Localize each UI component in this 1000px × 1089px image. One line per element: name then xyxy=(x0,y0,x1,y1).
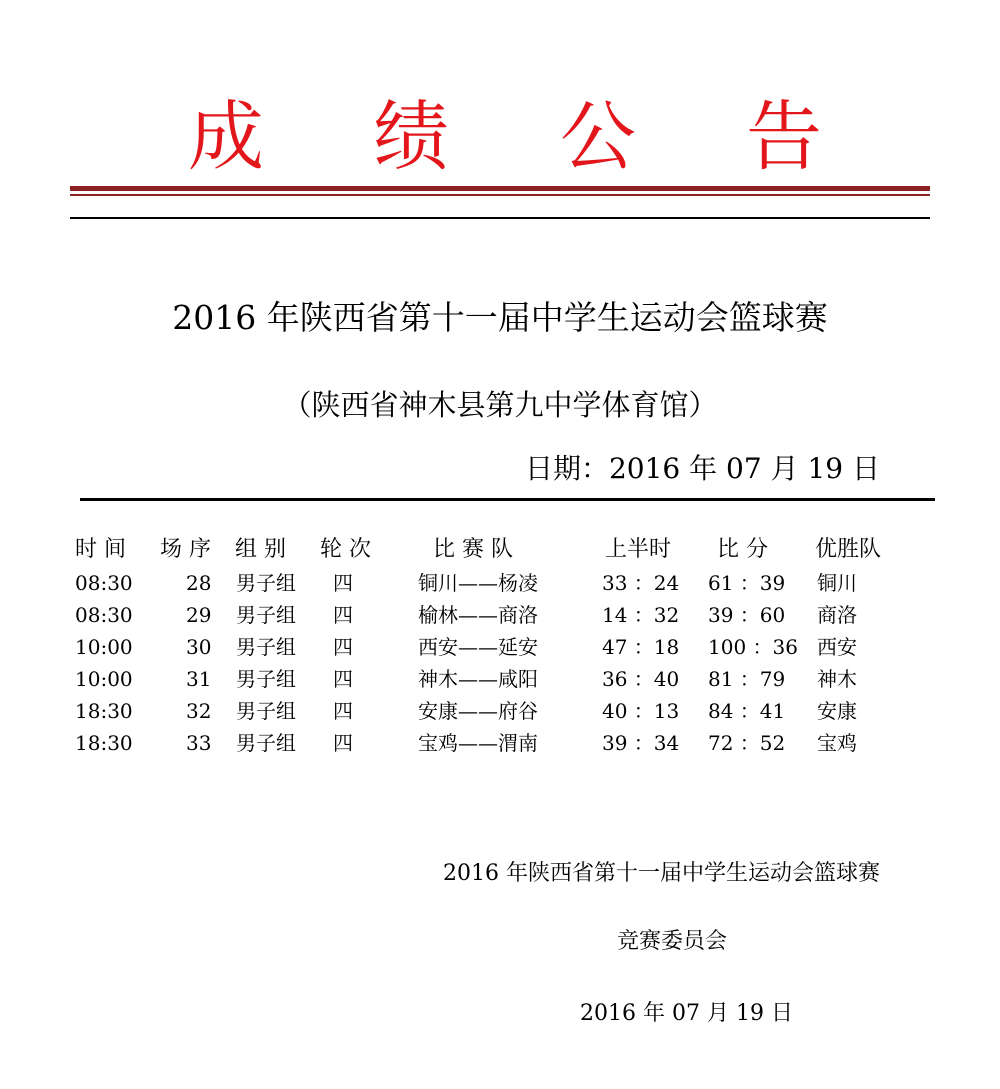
cell-round: 四 xyxy=(333,667,353,691)
cell-round: 四 xyxy=(333,603,353,627)
header-divider-thin xyxy=(70,194,930,196)
banner-char: 公 xyxy=(560,92,636,181)
cell-teams: 西安——延安 xyxy=(418,635,538,659)
table-row xyxy=(0,599,1000,631)
cell-half: 36 ：40 xyxy=(602,667,680,691)
cell-winner: 宝鸡 xyxy=(817,731,857,755)
cell-seq: 30 xyxy=(186,635,212,659)
cell-group: 男子组 xyxy=(236,635,296,659)
cell-time: 08:30 xyxy=(75,603,133,627)
table-row xyxy=(0,567,1000,599)
cell-seq: 31 xyxy=(186,667,212,691)
table-row xyxy=(0,663,1000,695)
document-title: 2016 年陕西省第十一届中学生运动会篮球赛 xyxy=(172,298,828,337)
cell-score: 39 ：60 xyxy=(708,603,786,627)
header-score: 比 分 xyxy=(717,537,768,562)
cell-teams: 神木——咸阳 xyxy=(418,667,538,691)
cell-group: 男子组 xyxy=(236,603,296,627)
banner-char: 绩 xyxy=(373,92,449,181)
cell-seq: 28 xyxy=(186,571,212,595)
cell-teams: 铜川——杨凌 xyxy=(418,571,538,595)
footer-committee: 竞赛委员会 xyxy=(617,929,728,954)
date-divider xyxy=(80,498,935,501)
cell-seq: 32 xyxy=(186,699,212,723)
cell-half: 47 ：18 xyxy=(602,635,680,659)
header-divider-thick xyxy=(70,186,930,191)
cell-teams: 安康——府谷 xyxy=(418,699,538,723)
header-time: 时 间 xyxy=(75,537,126,562)
banner-char: 告 xyxy=(746,92,822,181)
cell-winner: 安康 xyxy=(817,699,857,723)
header-half: 上半时 xyxy=(605,537,672,562)
header-divider-bottom xyxy=(70,217,930,219)
footer-date: 2016 年 07 月 19 日 xyxy=(580,1001,793,1026)
cell-score: 61 ：39 xyxy=(708,571,786,595)
cell-winner: 神木 xyxy=(817,667,857,691)
cell-half: 40 ：13 xyxy=(602,699,680,723)
cell-time: 18:30 xyxy=(75,699,133,723)
announcement-banner xyxy=(0,92,1000,182)
banner-char: 成 xyxy=(188,92,264,181)
document-date: 日期：2016 年 07 月 19 日 xyxy=(524,452,880,485)
cell-winner: 西安 xyxy=(817,635,857,659)
table-row xyxy=(0,695,1000,727)
table-row xyxy=(0,727,1000,759)
cell-group: 男子组 xyxy=(236,699,296,723)
venue-subtitle: （陕西省神木县第九中学体育馆） xyxy=(282,388,718,422)
cell-round: 四 xyxy=(333,699,353,723)
cell-teams: 宝鸡——渭南 xyxy=(418,731,538,755)
cell-group: 男子组 xyxy=(236,667,296,691)
header-round: 轮 次 xyxy=(320,537,371,562)
cell-time: 18:30 xyxy=(75,731,133,755)
cell-score: 100 ：36 xyxy=(708,635,798,659)
cell-group: 男子组 xyxy=(236,731,296,755)
cell-half: 33 ：24 xyxy=(602,571,680,595)
cell-score: 81 ：79 xyxy=(708,667,786,691)
cell-seq: 29 xyxy=(186,603,212,627)
header-seq: 场 序 xyxy=(160,537,211,562)
cell-half: 39 ：34 xyxy=(602,731,680,755)
cell-winner: 商洛 xyxy=(817,603,857,627)
cell-score: 72 ：52 xyxy=(708,731,786,755)
cell-time: 10:00 xyxy=(75,667,133,691)
table-row xyxy=(0,631,1000,663)
cell-score: 84 ：41 xyxy=(708,699,786,723)
cell-half: 14 ：32 xyxy=(602,603,680,627)
cell-time: 10:00 xyxy=(75,635,133,659)
cell-group: 男子组 xyxy=(236,571,296,595)
cell-teams: 榆林——商洛 xyxy=(418,603,538,627)
results-table-header xyxy=(0,533,1000,567)
cell-winner: 铜川 xyxy=(817,571,857,595)
header-winner: 优胜队 xyxy=(815,537,882,562)
header-teams: 比 赛 队 xyxy=(433,537,513,562)
header-group: 组 别 xyxy=(235,537,286,562)
cell-round: 四 xyxy=(333,571,353,595)
cell-round: 四 xyxy=(333,635,353,659)
cell-seq: 33 xyxy=(186,731,212,755)
cell-round: 四 xyxy=(333,731,353,755)
cell-time: 08:30 xyxy=(75,571,133,595)
footer-organizer: 2016 年陕西省第十一届中学生运动会篮球赛 xyxy=(443,861,880,886)
